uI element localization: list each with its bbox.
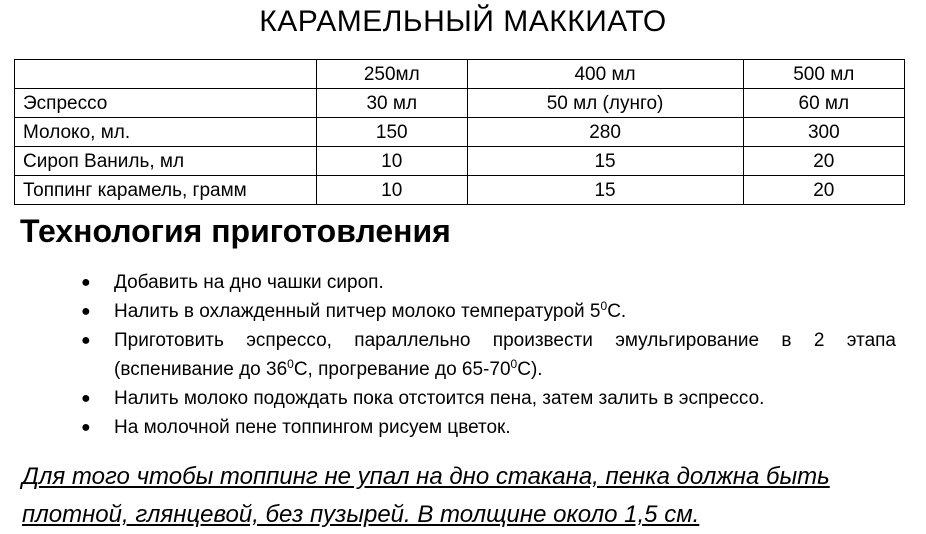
degree-superscript: 0 xyxy=(600,299,608,313)
list-item xyxy=(78,268,896,297)
table-row xyxy=(15,89,905,118)
cell-value: 300 xyxy=(743,118,904,147)
row-label: Эспрессо xyxy=(15,89,317,118)
bullet-icon: ● xyxy=(81,390,91,407)
page-title: КАРАМЕЛЬНЫЙ МАККИАТО xyxy=(259,5,667,38)
cell-value: 150 xyxy=(317,118,468,147)
step-text: Добавить на дно чашки сироп. xyxy=(114,272,384,293)
table-row xyxy=(15,118,905,147)
table-row xyxy=(15,147,905,176)
cell-value: 30 мл xyxy=(317,89,468,118)
row-label: Топпинг карамель, грамм xyxy=(15,176,317,205)
step-text: Приготовить эспрессо, параллельно произвести эмульгирование в 2 этапа (вспенивание до 36 xyxy=(114,330,896,380)
row-label: Сироп Ваниль, мл xyxy=(15,147,317,176)
cell-value: 15 xyxy=(467,147,743,176)
section-heading: Технология приготовления xyxy=(20,213,451,249)
bullet-icon: ● xyxy=(81,274,91,291)
cell-value: 10 xyxy=(317,147,468,176)
cell-value: 60 мл xyxy=(743,89,904,118)
bullet-icon: ● xyxy=(81,332,91,349)
bullet-icon: ● xyxy=(81,419,91,436)
list-item xyxy=(78,297,896,326)
list-item xyxy=(78,384,896,413)
cell-value: 20 xyxy=(743,147,904,176)
cell-value: 10 xyxy=(317,176,468,205)
list-item xyxy=(78,413,896,442)
degree-superscript: 0 xyxy=(287,357,294,371)
degree-superscript: 0 xyxy=(510,357,518,371)
header-cell-400: 400 мл xyxy=(467,60,743,89)
step-text: Налить молоко подождать пока отстоится пена, затем залить в эспрессо. xyxy=(114,388,765,409)
step-text: На молочной пене топпингом рисуем цветок. xyxy=(114,417,511,438)
cell-value: 280 xyxy=(467,118,743,147)
step-text: С. xyxy=(607,301,627,322)
table-row xyxy=(15,176,905,205)
header-cell-empty xyxy=(15,60,317,89)
cell-value: 50 мл (лунго) xyxy=(467,89,743,118)
step-text: С, прогревание до 65-70 xyxy=(293,359,511,380)
step-text: Налить в охлажденный питчер молоко температурой 5 xyxy=(114,301,601,322)
list-item xyxy=(78,326,896,384)
step-text: С). xyxy=(517,359,543,380)
steps-list xyxy=(78,268,896,442)
cell-value: 20 xyxy=(743,176,904,205)
recipe-table xyxy=(14,59,905,205)
table-header-row xyxy=(15,60,905,89)
header-cell-250: 250мл xyxy=(317,60,468,89)
cell-value: 15 xyxy=(467,176,743,205)
note-text: Для того чтобы топпинг не упал на дно стакана, пенка должна быть плотной, глянцевой, без пузырей. В толщине около 1,5 см. xyxy=(22,463,830,528)
bullet-icon: ● xyxy=(81,303,91,320)
header-cell-500: 500 мл xyxy=(743,60,904,89)
row-label: Молоко, мл. xyxy=(15,118,317,147)
